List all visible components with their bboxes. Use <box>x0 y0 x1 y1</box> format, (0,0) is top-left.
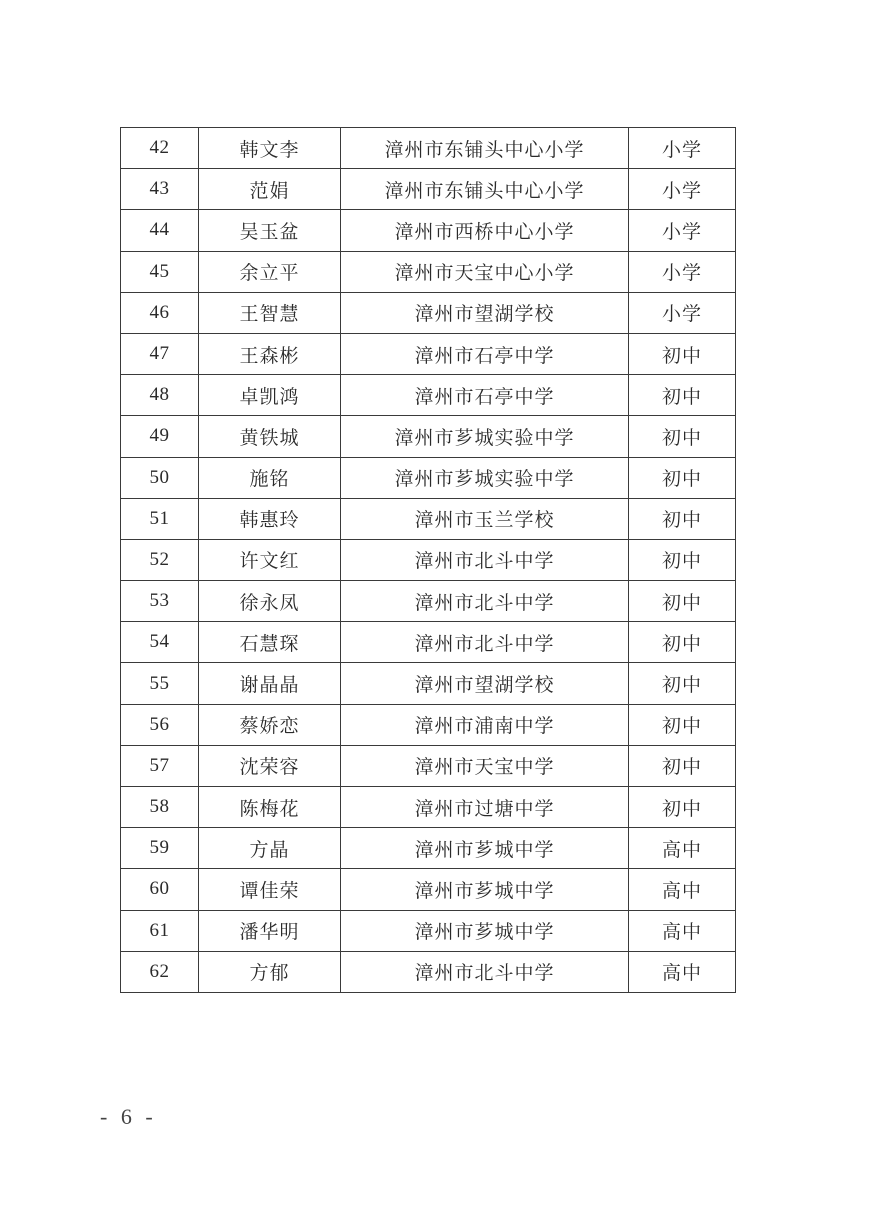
name-cell: 谭佳荣 <box>199 869 341 910</box>
table-row <box>121 375 736 416</box>
name-cell: 许文红 <box>199 539 341 580</box>
row-number-cell: 56 <box>121 704 199 745</box>
row-number-cell: 59 <box>121 828 199 869</box>
name-cell: 卓凯鸿 <box>199 375 341 416</box>
school-cell: 漳州市天宝中心小学 <box>341 251 629 292</box>
row-number-cell: 58 <box>121 787 199 828</box>
row-number-cell: 44 <box>121 210 199 251</box>
school-level-cell: 高中 <box>629 869 736 910</box>
school-level-cell: 高中 <box>629 828 736 869</box>
school-level-cell: 初中 <box>629 663 736 704</box>
table-row <box>121 210 736 251</box>
row-number-cell: 54 <box>121 622 199 663</box>
row-number-cell: 49 <box>121 416 199 457</box>
school-cell: 漳州市芗城中学 <box>341 910 629 951</box>
table-row <box>121 457 736 498</box>
name-cell: 潘华明 <box>199 910 341 951</box>
name-cell: 陈梅花 <box>199 787 341 828</box>
name-cell: 吴玉盆 <box>199 210 341 251</box>
name-cell: 蔡娇恋 <box>199 704 341 745</box>
table-row <box>121 910 736 951</box>
school-level-cell: 初中 <box>629 498 736 539</box>
name-cell: 施铭 <box>199 457 341 498</box>
school-level-cell: 初中 <box>629 375 736 416</box>
row-number-cell: 55 <box>121 663 199 704</box>
school-level-cell: 高中 <box>629 910 736 951</box>
name-cell: 余立平 <box>199 251 341 292</box>
school-cell: 漳州市北斗中学 <box>341 539 629 580</box>
school-level-cell: 小学 <box>629 210 736 251</box>
table-row <box>121 128 736 169</box>
row-number-cell: 60 <box>121 869 199 910</box>
school-cell: 漳州市北斗中学 <box>341 622 629 663</box>
school-level-cell: 初中 <box>629 622 736 663</box>
school-level-cell: 初中 <box>629 787 736 828</box>
school-level-cell: 小学 <box>629 292 736 333</box>
school-level-cell: 小学 <box>629 251 736 292</box>
name-cell: 方郁 <box>199 951 341 992</box>
school-cell: 漳州市东铺头中心小学 <box>341 169 629 210</box>
table-row <box>121 581 736 622</box>
school-level-cell: 高中 <box>629 951 736 992</box>
table-row <box>121 498 736 539</box>
name-cell: 黄铁城 <box>199 416 341 457</box>
table-row <box>121 622 736 663</box>
school-cell: 漳州市过塘中学 <box>341 787 629 828</box>
school-level-cell: 初中 <box>629 581 736 622</box>
table-row <box>121 704 736 745</box>
school-cell: 漳州市石亭中学 <box>341 375 629 416</box>
school-cell: 漳州市芗城中学 <box>341 869 629 910</box>
row-number-cell: 53 <box>121 581 199 622</box>
school-cell: 漳州市芗城实验中学 <box>341 416 629 457</box>
school-level-cell: 初中 <box>629 539 736 580</box>
school-level-cell: 初中 <box>629 416 736 457</box>
name-cell: 范娟 <box>199 169 341 210</box>
name-cell: 方晶 <box>199 828 341 869</box>
name-cell: 谢晶晶 <box>199 663 341 704</box>
row-number-cell: 61 <box>121 910 199 951</box>
name-cell: 沈荣容 <box>199 745 341 786</box>
school-level-cell: 初中 <box>629 333 736 374</box>
row-number-cell: 50 <box>121 457 199 498</box>
school-cell: 漳州市望湖学校 <box>341 663 629 704</box>
name-cell: 石慧琛 <box>199 622 341 663</box>
name-cell: 韩文李 <box>199 128 341 169</box>
school-cell: 漳州市石亭中学 <box>341 333 629 374</box>
school-level-cell: 小学 <box>629 128 736 169</box>
school-level-cell: 初中 <box>629 704 736 745</box>
roster-table-body <box>121 128 736 993</box>
school-level-cell: 初中 <box>629 745 736 786</box>
row-number-cell: 52 <box>121 539 199 580</box>
table-row <box>121 169 736 210</box>
school-level-cell: 小学 <box>629 169 736 210</box>
school-cell: 漳州市北斗中学 <box>341 951 629 992</box>
roster-table <box>120 127 736 993</box>
row-number-cell: 42 <box>121 128 199 169</box>
row-number-cell: 51 <box>121 498 199 539</box>
row-number-cell: 48 <box>121 375 199 416</box>
table-row <box>121 251 736 292</box>
row-number-cell: 57 <box>121 745 199 786</box>
school-cell: 漳州市西桥中心小学 <box>341 210 629 251</box>
table-row <box>121 333 736 374</box>
table-row <box>121 828 736 869</box>
table-row <box>121 869 736 910</box>
school-cell: 漳州市北斗中学 <box>341 581 629 622</box>
name-cell: 王智慧 <box>199 292 341 333</box>
table-row <box>121 292 736 333</box>
school-cell: 漳州市浦南中学 <box>341 704 629 745</box>
name-cell: 徐永凤 <box>199 581 341 622</box>
row-number-cell: 46 <box>121 292 199 333</box>
school-cell: 漳州市望湖学校 <box>341 292 629 333</box>
table-row <box>121 416 736 457</box>
table-row <box>121 787 736 828</box>
school-cell: 漳州市天宝中学 <box>341 745 629 786</box>
row-number-cell: 43 <box>121 169 199 210</box>
row-number-cell: 45 <box>121 251 199 292</box>
row-number-cell: 47 <box>121 333 199 374</box>
school-cell: 漳州市东铺头中心小学 <box>341 128 629 169</box>
school-cell: 漳州市玉兰学校 <box>341 498 629 539</box>
school-cell: 漳州市芗城中学 <box>341 828 629 869</box>
name-cell: 韩惠玲 <box>199 498 341 539</box>
school-cell: 漳州市芗城实验中学 <box>341 457 629 498</box>
row-number-cell: 62 <box>121 951 199 992</box>
name-cell: 王森彬 <box>199 333 341 374</box>
table-row <box>121 745 736 786</box>
table-row <box>121 951 736 992</box>
page-number: - 6 - <box>100 1104 157 1129</box>
table-row <box>121 539 736 580</box>
school-level-cell: 初中 <box>629 457 736 498</box>
table-row <box>121 663 736 704</box>
